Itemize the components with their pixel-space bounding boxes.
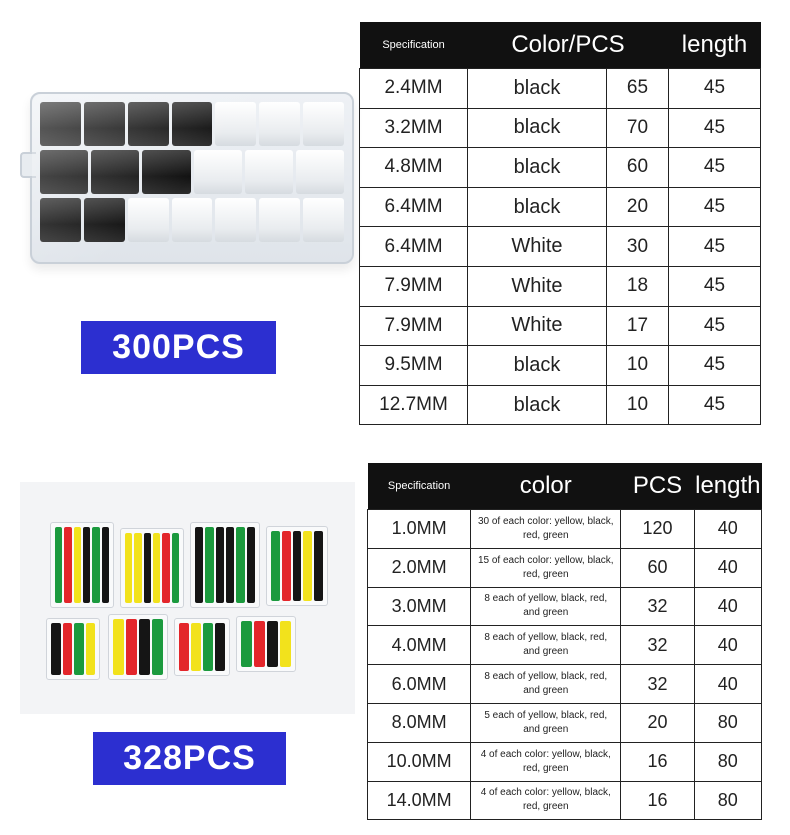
- spec-table-328pcs: [367, 463, 762, 820]
- spec-cell: 14.0MM: [368, 781, 471, 820]
- pcs-cell: 18: [606, 266, 668, 306]
- color-cell: 5 each of yellow, black, red, and green: [471, 703, 621, 742]
- spec-cell: 2.4MM: [360, 69, 468, 109]
- table-row: [360, 148, 761, 188]
- spec-cell: 8.0MM: [368, 703, 471, 742]
- spec-table-300pcs: [359, 22, 761, 425]
- pcs-cell: 20: [621, 703, 694, 742]
- table-row: [368, 781, 762, 820]
- pcs-cell: 10: [606, 346, 668, 386]
- spec-cell: 6.0MM: [368, 665, 471, 704]
- spec-cell: 12.7MM: [360, 385, 468, 425]
- product-photo-300pcs: [30, 92, 354, 264]
- table-row: [360, 187, 761, 227]
- header-color-pcs: Color/PCS: [468, 22, 669, 69]
- color-cell: black: [468, 108, 607, 148]
- pcs-cell: 17: [606, 306, 668, 346]
- length-cell: 45: [669, 108, 761, 148]
- color-cell: 8 each of yellow, black, red, and green: [471, 665, 621, 704]
- pcs-cell: 60: [621, 548, 694, 587]
- header-length: length: [669, 22, 761, 69]
- product-photo-328pcs: [20, 482, 355, 714]
- spec-cell: 9.5MM: [360, 346, 468, 386]
- color-cell: White: [468, 227, 607, 267]
- length-cell: 45: [669, 227, 761, 267]
- length-cell: 45: [669, 69, 761, 109]
- pcs-cell: 32: [621, 587, 694, 626]
- color-cell: black: [468, 346, 607, 386]
- color-cell: White: [468, 266, 607, 306]
- table-row: [360, 108, 761, 148]
- color-cell: black: [468, 385, 607, 425]
- pcs-cell: 70: [606, 108, 668, 148]
- length-cell: 40: [694, 510, 761, 549]
- pcs-cell: 20: [606, 187, 668, 227]
- table-row: [360, 346, 761, 386]
- length-cell: 45: [669, 306, 761, 346]
- pcs-cell: 60: [606, 148, 668, 188]
- header-color: color: [471, 463, 621, 510]
- spec-cell: 6.4MM: [360, 227, 468, 267]
- color-cell: black: [468, 148, 607, 188]
- color-cell: 4 of each color: yellow, black, red, green: [471, 781, 621, 820]
- length-cell: 40: [694, 587, 761, 626]
- header-specification: Specification: [368, 463, 471, 510]
- pcs-cell: 10: [606, 385, 668, 425]
- pcs-cell: 65: [606, 69, 668, 109]
- color-cell: black: [468, 69, 607, 109]
- pcs-cell: 30: [606, 227, 668, 267]
- header-specification: Specification: [360, 22, 468, 69]
- pcs-cell: 32: [621, 626, 694, 665]
- header-length: length: [694, 463, 761, 510]
- length-cell: 45: [669, 266, 761, 306]
- spec-cell: 2.0MM: [368, 548, 471, 587]
- table-row: [368, 742, 762, 781]
- header-pcs: PCS: [621, 463, 694, 510]
- spec-cell: 1.0MM: [368, 510, 471, 549]
- spec-cell: 6.4MM: [360, 187, 468, 227]
- table-row: [368, 665, 762, 704]
- table-row: [368, 626, 762, 665]
- length-cell: 45: [669, 346, 761, 386]
- length-cell: 40: [694, 665, 761, 704]
- spec-cell: 7.9MM: [360, 266, 468, 306]
- length-cell: 45: [669, 385, 761, 425]
- spec-cell: 7.9MM: [360, 306, 468, 346]
- spec-cell: 4.0MM: [368, 626, 471, 665]
- spec-cell: 3.2MM: [360, 108, 468, 148]
- table-row: [368, 510, 762, 549]
- pcs-cell: 120: [621, 510, 694, 549]
- spec-cell: 3.0MM: [368, 587, 471, 626]
- set-label-300pcs: 300PCS: [81, 321, 276, 374]
- length-cell: 40: [694, 626, 761, 665]
- set-label-328pcs: 328PCS: [93, 732, 286, 785]
- table-row: [368, 587, 762, 626]
- length-cell: 45: [669, 148, 761, 188]
- color-cell: White: [468, 306, 607, 346]
- table-row: [360, 385, 761, 425]
- length-cell: 80: [694, 742, 761, 781]
- color-cell: 15 of each color: yellow, black, red, green: [471, 548, 621, 587]
- length-cell: 45: [669, 187, 761, 227]
- color-cell: 30 of each color: yellow, black, red, green: [471, 510, 621, 549]
- table-row: [360, 69, 761, 109]
- pcs-cell: 32: [621, 665, 694, 704]
- table-row: [368, 548, 762, 587]
- color-cell: black: [468, 187, 607, 227]
- length-cell: 80: [694, 703, 761, 742]
- table-row: [368, 703, 762, 742]
- length-cell: 80: [694, 781, 761, 820]
- spec-cell: 4.8MM: [360, 148, 468, 188]
- color-cell: 8 each of yellow, black, red, and green: [471, 587, 621, 626]
- spec-cell: 10.0MM: [368, 742, 471, 781]
- pcs-cell: 16: [621, 742, 694, 781]
- pcs-cell: 16: [621, 781, 694, 820]
- length-cell: 40: [694, 548, 761, 587]
- table-row: [360, 227, 761, 267]
- color-cell: 8 each of yellow, black, red, and green: [471, 626, 621, 665]
- table-row: [360, 306, 761, 346]
- table-row: [360, 266, 761, 306]
- color-cell: 4 of each color: yellow, black, red, green: [471, 742, 621, 781]
